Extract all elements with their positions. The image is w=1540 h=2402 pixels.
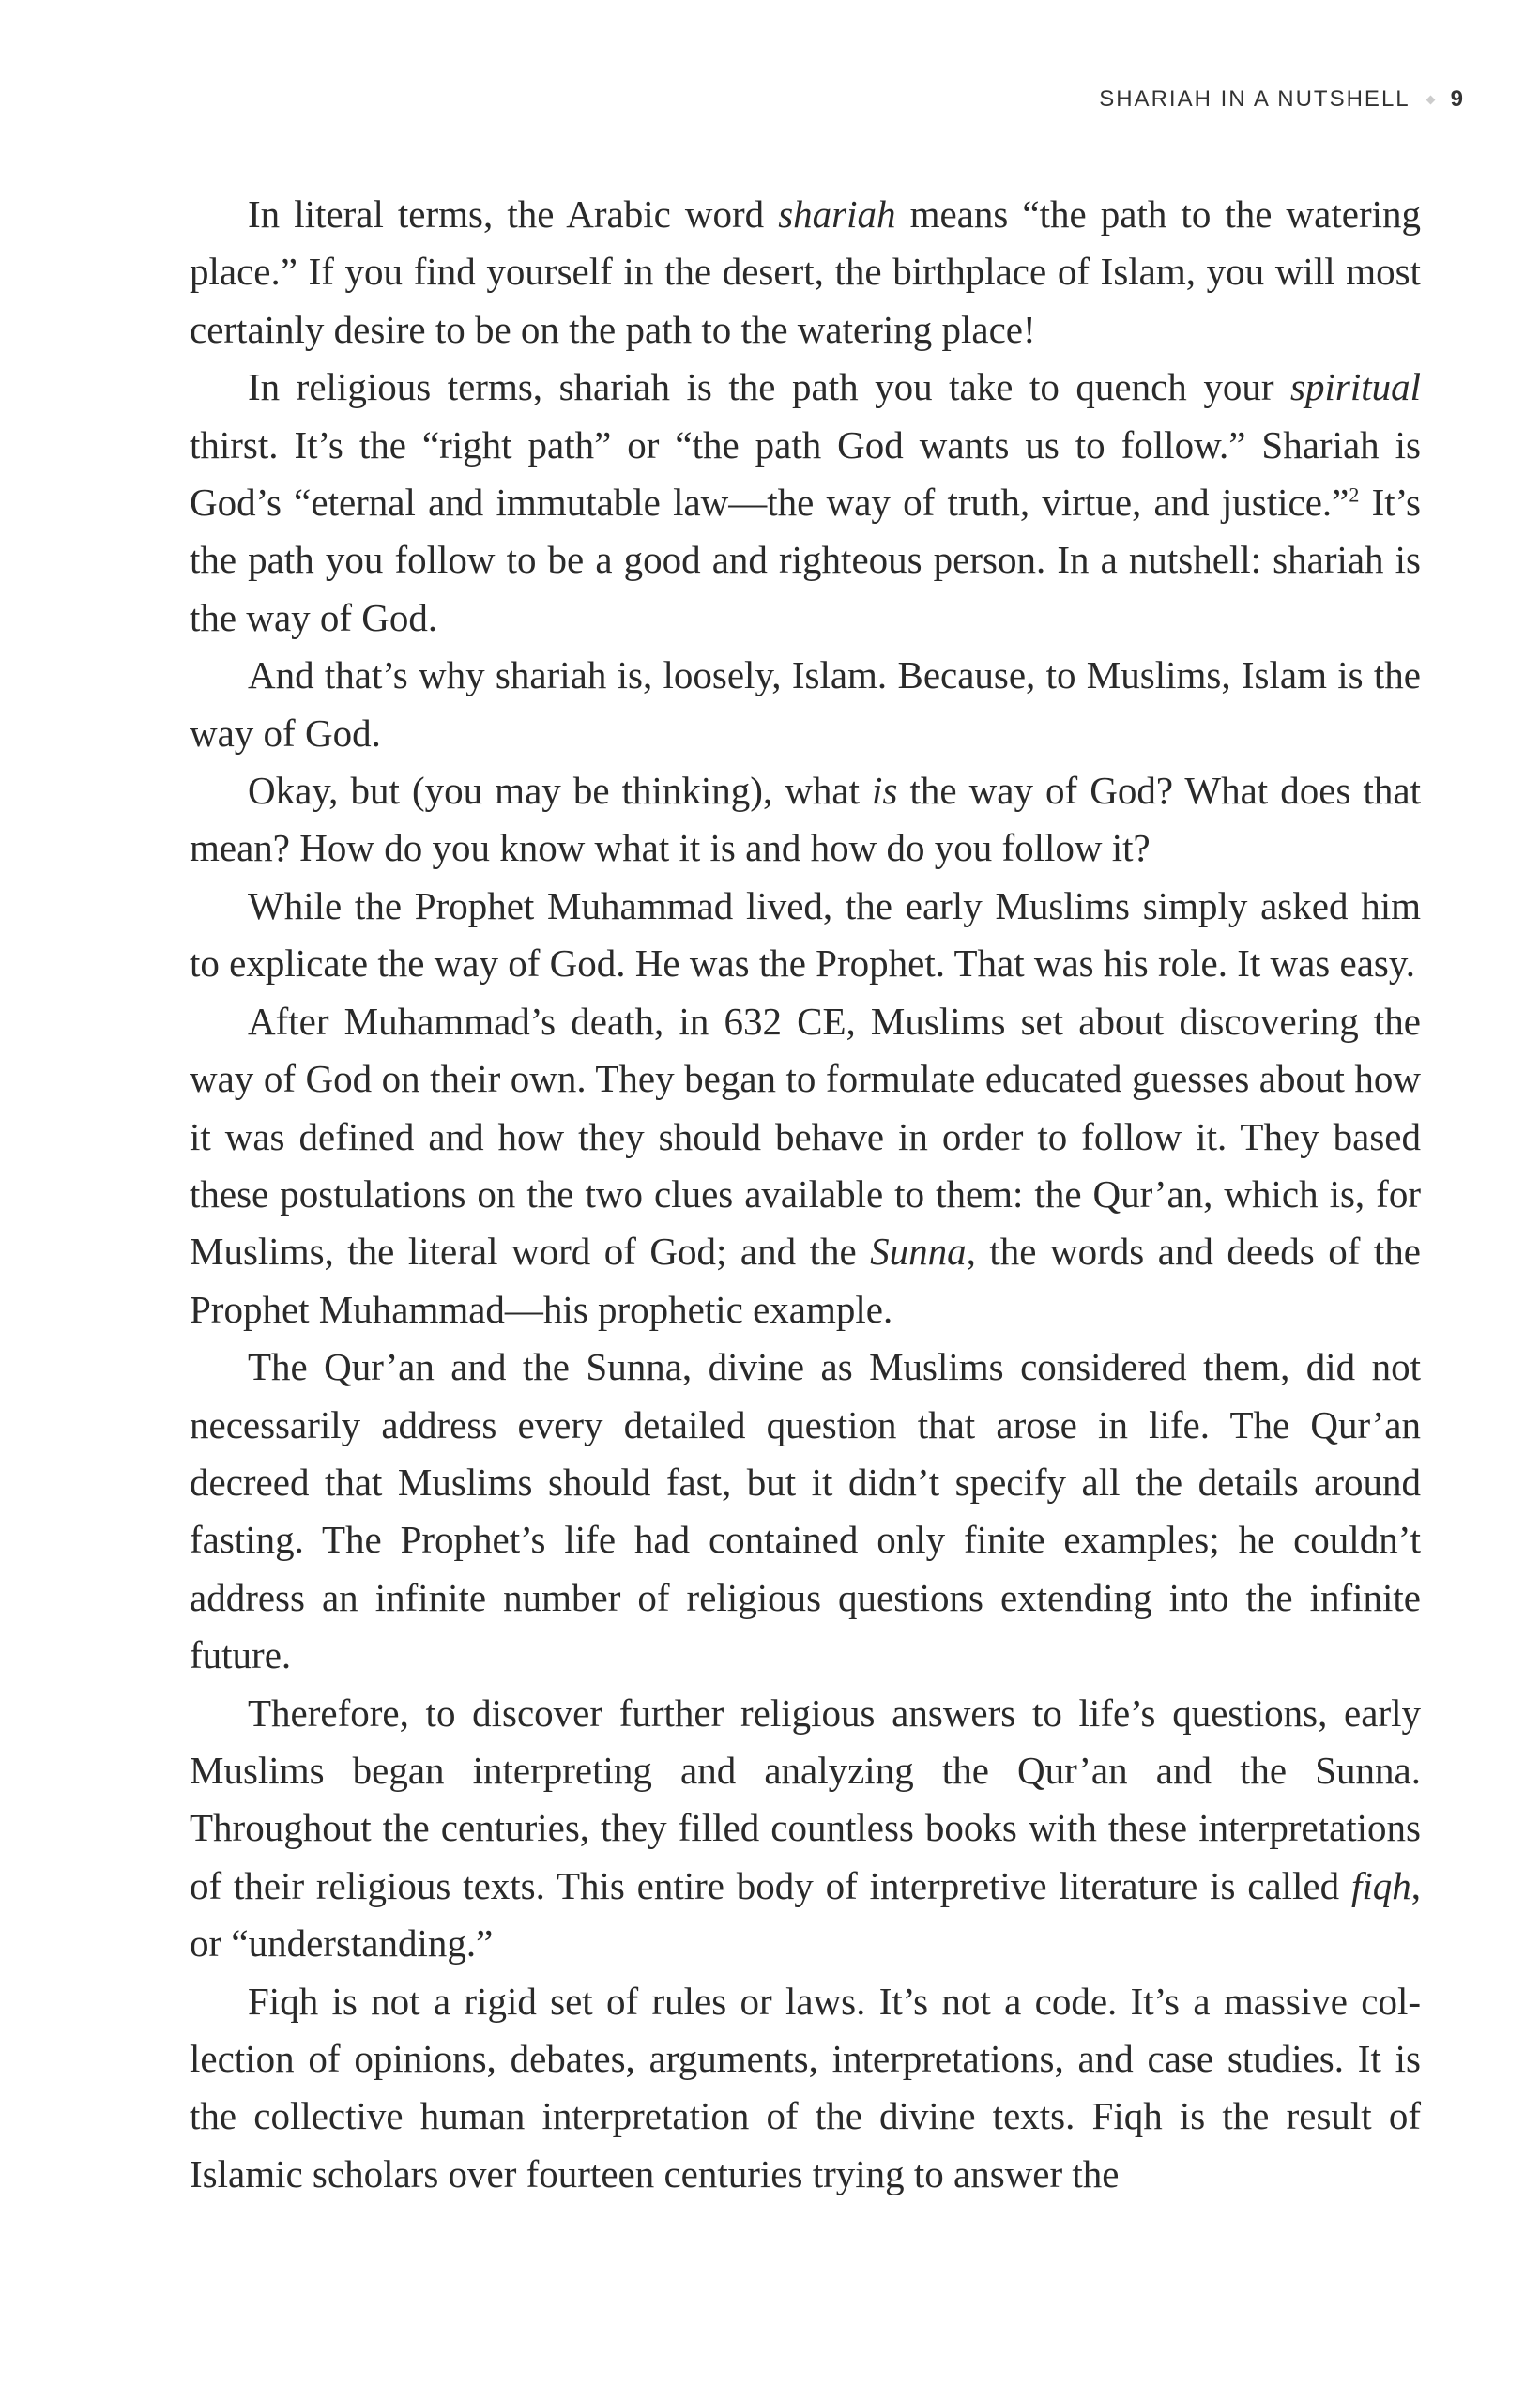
text-run: And that’s why shariah is, loosely, Islam. Because, to Muslims, Islam is the way of God. [190, 653, 1421, 755]
text-run: the way of God? What does that mean? How do you know what it is and how do you follow it? [190, 769, 1421, 870]
text-run: Therefore, to discover further religious answers to life’s questions, early Muslims began interpreting and analyzing the Qur’an and the Sunna. Throughout the centuries, they filled countless books with these interpretations of their religious texts. This entire body of interpretive literature is called [190, 1691, 1421, 1907]
text-run: Okay, but (you may be thinking), what [248, 769, 873, 813]
text-run: In literal terms, the Arabic word [248, 192, 779, 236]
text-run: After Muhammad’s death, in 632 CE, Muslims set about discovering the way of God on their own. They began to formulate educated guesses about how it was defined and how they should behave in order to follow it. They based these postulations on the two clues available to them: the Qur’an, which is, for Muslims, the literal word of God; and the [190, 999, 1421, 1274]
paragraph-9 [190, 1973, 1421, 2204]
body-text [190, 186, 1421, 2203]
paragraph-5 [190, 878, 1421, 993]
italic-term: is [872, 769, 898, 813]
paragraph-1 [190, 186, 1421, 359]
diamond-separator-icon [1426, 95, 1435, 104]
italic-term: shariah [778, 192, 896, 236]
paragraph-6 [190, 993, 1421, 1339]
running-head [1099, 86, 1463, 113]
text-run: The Qur’an and the Sunna, divine as Muslims considered them, did not necessarily address every detailed question that arose in life. The Qur’an decreed that Muslims should fast, but it didn’t specify all the details around fasting. The Prophet’s life had contained only finite examples; he couldn’t address an infinite number of religious questions extending into the infinite future. [190, 1345, 1421, 1677]
text-run: means “the path to the watering place.” If you find yourself in the desert, the birthplace of Islam, you will most certainly desire to be on the path to the watering place! [190, 192, 1421, 351]
text-run: Fiqh is not a rigid set of rules or laws. It’s not a code. It’s a massive collection of opinions, debates, arguments, interpretations, and case studies. It is the collective human interpretation of the divine texts. Fiqh is the result of Islamic scholars over fourteen centuries trying to answer the [190, 1979, 1421, 2195]
page-number: 9 [1450, 86, 1463, 112]
text-run: It’s the path you follow to be a good and righteous person. In a nutshell: shariah is the way of God. [190, 481, 1421, 639]
text-run: , or “understanding.” [190, 1863, 1421, 1966]
italic-term: Sunna [870, 1230, 967, 1274]
text-run: thirst. It’s the “right path” or “the path God wants us to follow.” Shariah is God’s “eternal and immutable law—the way of truth, virtue, and justice.” [190, 422, 1421, 525]
italic-term: spiritual [1290, 365, 1421, 409]
paragraph-3 [190, 647, 1421, 762]
text-run: , the words and deeds of the Prophet Muhammad—his prophetic example. [190, 1230, 1421, 1331]
text-run: While the Prophet Muhammad lived, the early Muslims simply asked him to explicate the way of God. He was the Prophet. That was his role. It was easy. [190, 883, 1421, 986]
italic-term: fiqh [1350, 1863, 1411, 1907]
paragraph-8 [190, 1685, 1421, 1973]
paragraph-7 [190, 1339, 1421, 1684]
running-head-title: SHARIAH IN A NUTSHELL [1099, 86, 1410, 112]
footnote-ref: 2 [1349, 482, 1360, 507]
text-run: In religious terms, shariah is the path you take to quench your [248, 365, 1291, 409]
paragraph-4 [190, 762, 1421, 878]
paragraph-2 [190, 359, 1421, 647]
